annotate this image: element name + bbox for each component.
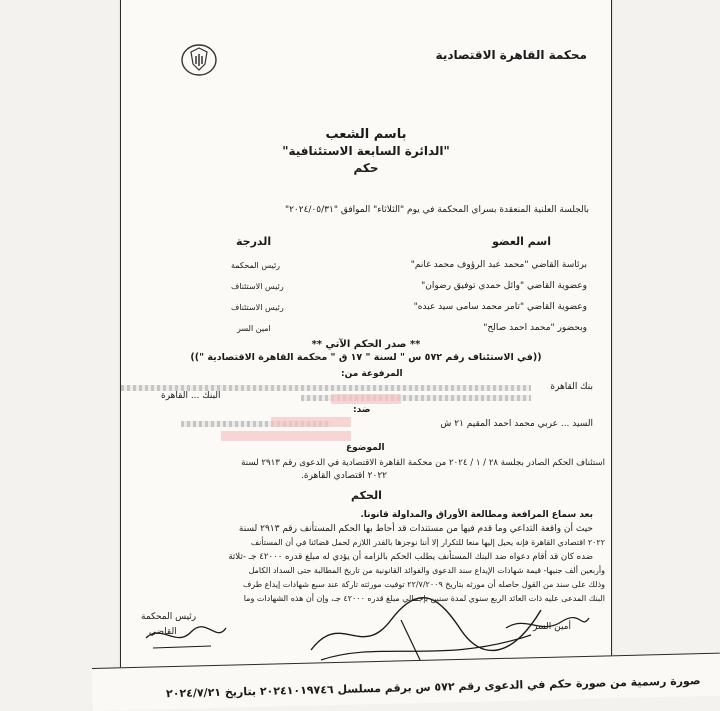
panel-member-1: برئاسة القاضي "محمد عبد الرؤوف محمد غانم": [410, 260, 587, 270]
panel-rank-2: رئيس الاستئناف: [231, 282, 284, 291]
footer-note: صورة رسمية من صورة حكم في الدعوى رقم ٥٧٢ س برقم مسلسل ٢٠٢٤١٠١٩٧٤٦ بتاريخ ٢٠٢٤/٧/٢١: [165, 674, 701, 701]
title-line-3: حكم: [353, 161, 379, 175]
redaction-mark: [331, 394, 401, 404]
court-seal-icon: [179, 42, 219, 78]
subject-text-2: ٢٠٢٢ اقتصادي القاهرة.: [301, 471, 388, 481]
secretary-signature-icon: [501, 610, 591, 640]
judge-title: القاضي: [149, 627, 177, 637]
title-line-2: "الدائرة السابعة الاستئنافية": [282, 144, 450, 158]
case-reference: ((في الاستئناف رقم ٥٧٢ س " لسنة " ١٧ ق " محكمة القاهرة الاقتصادية ")): [190, 352, 542, 363]
body-line-7: البنك المدعى عليه ذات العائد الربع سنوي لمدة سنين بإجمالي مبلغ قدره ٤٢٠٠٠ جـ، وإن أن هذه الشهادات وما: [243, 594, 605, 603]
title-line-1: باسم الشعب: [325, 127, 407, 142]
appellant-line: بنك القاهرة: [550, 382, 593, 392]
body-line-6: وذلك على سند من القول حاصله أن مورثه بتاريخ ٢٢/٧/٢٠٠٩ توفيت مورثته تاركة عند سبع شهادات إيداع طرف: [243, 580, 605, 589]
secretary-title: أمين السر: [533, 622, 571, 632]
president-title: رئيس المحكمة: [141, 612, 197, 622]
panel-member-4: وبحضور "محمد احمد صالح": [483, 323, 587, 333]
panel-rank-3: رئيس الاستئناف: [231, 303, 284, 312]
panel-rank-1: رئيس المحكمة: [231, 261, 281, 270]
panel-member-2: وعضوية القاضي "وائل حمدي توفيق رضوان": [421, 281, 587, 291]
body-line-2: حيث أن واقعة التداعي وما قدم فيها من مستندات قد أحاط بها الحكم المستأنف رقم ٢٩١٣ لسنة: [238, 524, 593, 534]
body-line-4: ضده كان قد أقام دعواه ضد البنك المستأنف يطلب الحكم بالزامه أن يؤدي له مبلغ قدره ٤٢٠٠٠ جـ -ثلاثة: [228, 552, 593, 562]
appellant-label: المرفوعة من:: [341, 369, 403, 379]
body-line-1: بعد سماع المرافعة ومطالعة الأوراق والمداولة قانونا.: [360, 510, 593, 520]
court-name: محكمة القاهرة الاقتصادية: [435, 48, 587, 62]
defendant-line: السيد ... عربي محمد احمد المقيم ٢١ ش: [440, 419, 593, 429]
panel-rank-4: امين السر: [237, 324, 271, 333]
document-page: [120, 0, 612, 668]
panel-member-3: وعضوية القاضي "تامر محمد سامى سيد عبده": [413, 302, 587, 312]
judgment-label: الحكم: [351, 489, 382, 502]
column-header-rank: الدرجة: [236, 235, 272, 248]
appellant-line-2: البنك ... القاهرة: [161, 391, 221, 401]
body-line-3: ٢٠٢٢ اقتصادي القاهرة فإنه يحيل إليها منعا للتكرار إلا أننا نوجزها بالقدر اللازم لحمل قضائنا في أن المستأنف: [250, 538, 605, 547]
president-signature-icon: [141, 618, 231, 658]
against-label: ضد:: [353, 405, 371, 415]
body-line-5: وأربعين ألف جنيها- قيمة شهادات الإيداع سند الدعوى والفوائد القانونية من تاريخ المطالبة حتى السداد الكامل: [248, 566, 605, 575]
redaction-mark: [271, 417, 351, 427]
column-header-member: اسم العضو: [492, 235, 551, 248]
subject-text-1: استئناف الحكم الصادر بجلسة ٢٨ / ١ / ٢٠٢٤ من محكمة القاهرة الاقتصادية في الدعوى رقم ٢٩١٣ لسنة: [241, 458, 605, 468]
session-line: بالجلسة العلنية المنعقدة بسراي المحكمة في يوم "الثلاثاء" الموافق "٢٠٢٤/٠٥/٣١": [284, 205, 589, 215]
subject-label: الموضوع: [346, 443, 385, 453]
issued-heading: ** صدر الحكم الآتي **: [311, 339, 421, 350]
redaction-mark: [221, 431, 351, 441]
